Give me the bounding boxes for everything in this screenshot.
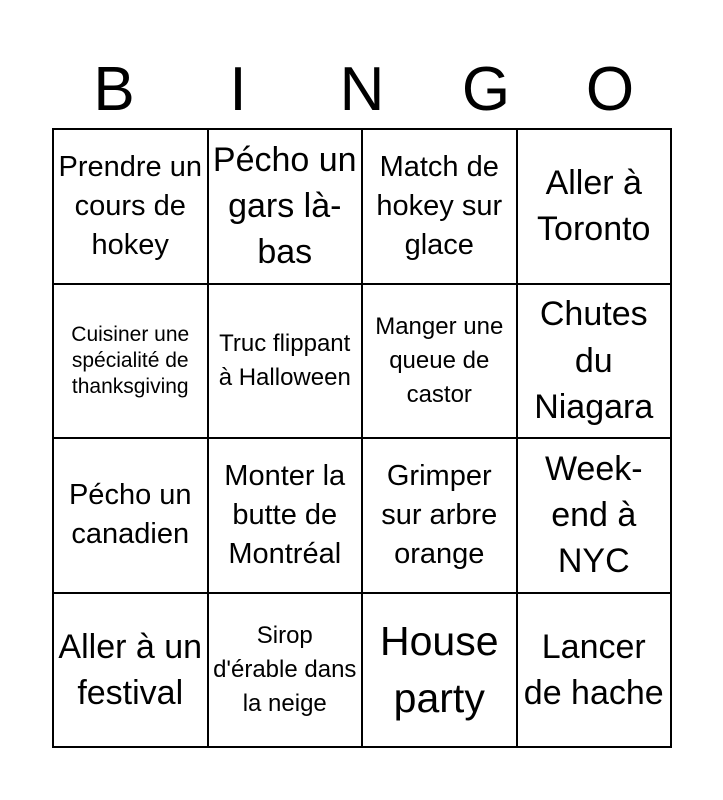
- bingo-cell[interactable]: [54, 285, 209, 440]
- bingo-cell-text: Aller à Toronto: [537, 164, 651, 249]
- bingo-cell[interactable]: [518, 130, 673, 285]
- bingo-cell-text: Prendre un cours de hokey: [58, 150, 202, 261]
- bingo-cell-text: Pécho un canadien: [68, 479, 192, 551]
- bingo-cell[interactable]: [54, 594, 209, 749]
- bingo-cell-text: Chutes du Niagara: [534, 295, 654, 426]
- bingo-cell-text: Pécho un gars là-bas: [212, 140, 357, 272]
- bingo-cell-text: Sirop d'érable dans la neige: [213, 621, 357, 717]
- bingo-cell[interactable]: [363, 594, 518, 749]
- bingo-cell[interactable]: [54, 130, 209, 285]
- bingo-cell-text: Match de hokey sur glace: [376, 150, 503, 261]
- bingo-card-grid: [52, 128, 672, 748]
- bingo-cell[interactable]: [209, 439, 364, 594]
- bingo-cell[interactable]: [363, 439, 518, 594]
- bingo-cell-text: House party: [379, 617, 499, 721]
- bingo-cell[interactable]: [363, 285, 518, 440]
- bingo-cell[interactable]: [54, 439, 209, 594]
- bingo-cell-text: Grimper sur arbre orange: [381, 459, 498, 570]
- header-letter-g: G: [461, 55, 511, 124]
- bingo-cell-text: Truc flippant à Halloween: [218, 329, 351, 391]
- bingo-cell[interactable]: [363, 130, 518, 285]
- header-letter-b: B: [93, 55, 135, 124]
- bingo-cell-text: Manger une queue de castor: [375, 312, 504, 408]
- header-letter-i: I: [229, 55, 247, 124]
- bingo-cell[interactable]: [209, 285, 364, 440]
- header-letter-n: N: [339, 55, 385, 124]
- bingo-cell[interactable]: [518, 285, 673, 440]
- bingo-cell[interactable]: [518, 594, 673, 749]
- bingo-cell-text: Monter la butte de Montréal: [224, 459, 346, 570]
- bingo-cell[interactable]: [209, 594, 364, 749]
- bingo-cell-text: Cuisiner une spécialité de thanksgiving: [71, 322, 190, 398]
- bingo-cell-text: Aller à un festival: [58, 627, 203, 712]
- bingo-cell-text: Week-end à NYC: [544, 449, 643, 581]
- header-letter-o: O: [585, 55, 635, 124]
- bingo-header: [52, 52, 672, 128]
- bingo-cell[interactable]: [209, 130, 364, 285]
- bingo-cell-text: Lancer de hache: [523, 627, 664, 712]
- bingo-cell[interactable]: [518, 439, 673, 594]
